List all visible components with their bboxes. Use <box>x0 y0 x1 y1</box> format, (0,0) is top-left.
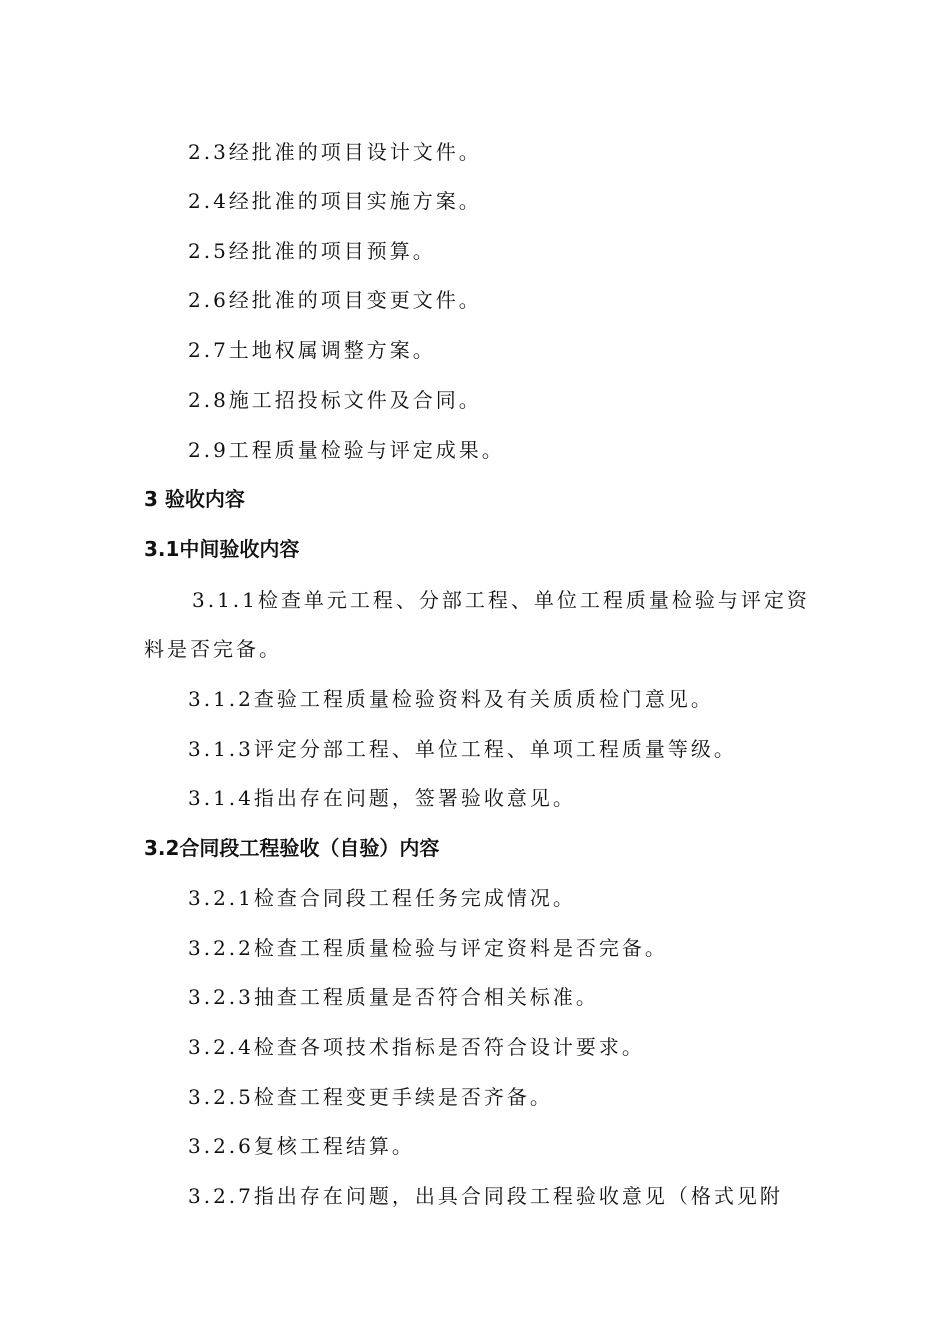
item-3-2-4: 3.2.4检查各项技术指标是否符合设计要求。 <box>188 1035 645 1059</box>
item-3-2-6: 3.2.6复核工程结算。 <box>188 1134 415 1158</box>
item-2-3: 2.3经批准的项目设计文件。 <box>188 140 482 164</box>
item-3-1-1-continued: 料是否完备。 <box>144 637 282 661</box>
item-3-2-3: 3.2.3抽查工程质量是否符合相关标准。 <box>188 985 599 1009</box>
item-3-1-4: 3.1.4指出存在问题，签署验收意见。 <box>188 786 576 810</box>
item-3-1-2: 3.1.2查验工程质量检验资料及有关质质检门意见。 <box>188 687 714 711</box>
item-3-1-1: 3.1.1检查单元工程、分部工程、单位工程质量检验与评定资 <box>192 588 810 612</box>
heading-section-3: 3 验收内容 <box>144 487 245 511</box>
item-3-2-5: 3.2.5检查工程变更手续是否齐备。 <box>188 1085 553 1109</box>
item-3-1-3: 3.1.3评定分部工程、单位工程、单项工程质量等级。 <box>188 737 737 761</box>
item-2-5: 2.5经批准的项目预算。 <box>188 239 436 263</box>
item-3-2-2: 3.2.2检查工程质量检验与评定资料是否完备。 <box>188 936 668 960</box>
item-2-8: 2.8施工招投标文件及合同。 <box>188 388 482 412</box>
item-3-2-7: 3.2.7指出存在问题，出具合同段工程验收意见（格式见附 <box>188 1184 783 1208</box>
item-3-2-1: 3.2.1检查合同段工程任务完成情况。 <box>188 886 576 910</box>
item-2-7: 2.7土地权属调整方案。 <box>188 338 436 362</box>
heading-section-3-2: 3.2合同段工程验收（自验）内容 <box>144 836 440 860</box>
heading-section-3-1: 3.1中间验收内容 <box>144 537 300 561</box>
item-2-6: 2.6经批准的项目变更文件。 <box>188 288 482 312</box>
item-2-9: 2.9工程质量检验与评定成果。 <box>188 438 505 462</box>
item-2-4: 2.4经批准的项目实施方案。 <box>188 189 482 213</box>
